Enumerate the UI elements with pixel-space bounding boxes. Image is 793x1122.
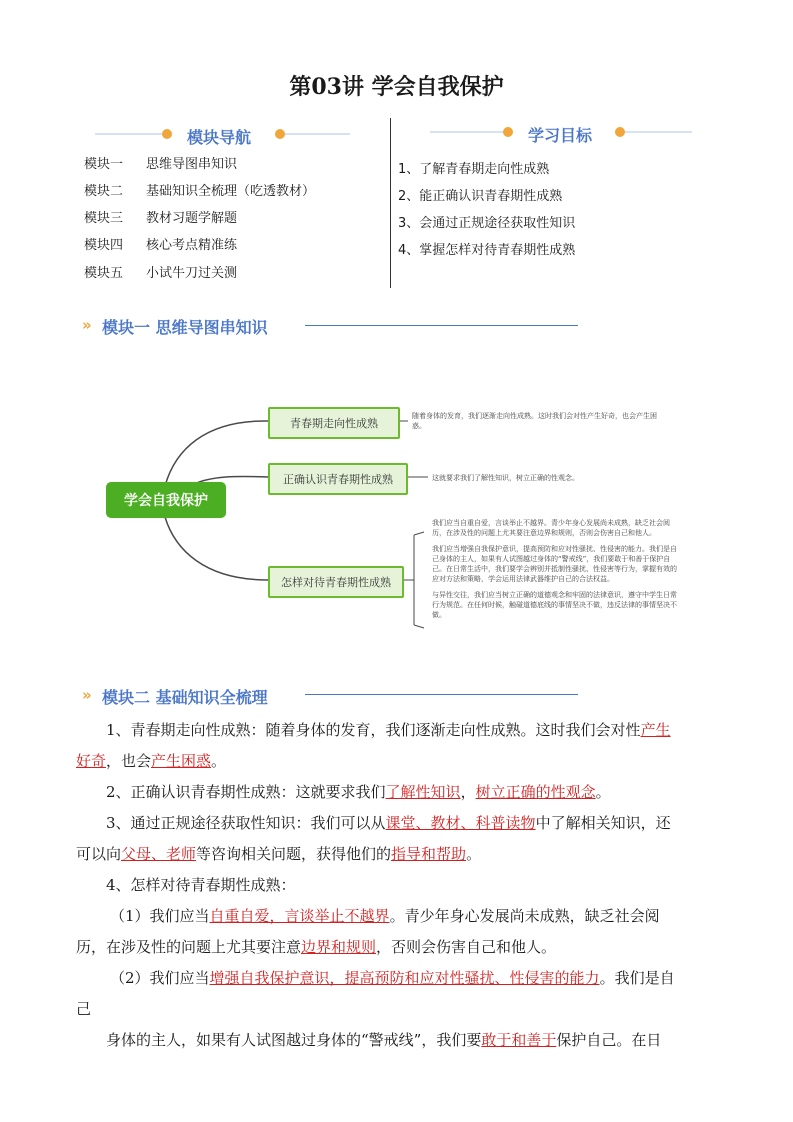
nav-item: 模块四 核心考点精准练: [84, 238, 238, 253]
goal-item: 1、了解青春期走向性成熟: [398, 162, 550, 177]
paragraph-line: 己: [76, 1000, 92, 1018]
paragraph-line: 2、正确认识青春期性成熟：这就要求我们了解性知识，树立正确的性观念。: [106, 783, 611, 801]
nav-item: 模块五 小试牛刀过关测: [84, 266, 238, 281]
page-title: 第03讲 学会自我保护: [289, 74, 504, 100]
mindmap-center: 学会自我保护: [106, 482, 226, 518]
mindmap-branch: 青春期走向性成熟: [268, 407, 400, 439]
nav-item: 模块二 基础知识全梳理（吃透教材）: [84, 184, 316, 199]
goal-item: 4、掌握怎样对待青春期性成熟: [398, 243, 576, 258]
paragraph-line: 3、通过正规途径获取性知识：我们可以从课堂、教材、科普读物中了解相关知识，还: [106, 814, 671, 832]
paragraph-line: 1、青春期走向性成熟：随着身体的发育，我们逐渐走向性成熟。这时我们会对性产生: [106, 721, 671, 739]
paragraph-line: 可以向父母、老师等咨询相关问题，获得他们的指导和帮助。: [76, 845, 482, 863]
mindmap-leaf-text: 随着身体的发育，我们逐渐走向性成熟。这时我们会对性产生好奇，也会产生困 惑。: [412, 412, 657, 430]
mindmap-branch: 怎样对待青春期性成熟: [268, 566, 404, 598]
nav-item: 模块三 教材习题学解题: [84, 211, 238, 226]
goals-header: 学习目标: [528, 126, 593, 145]
mindmap-leaf-text: 我们应当自重自爱，言谈举止不越界。青少年身心发展尚未成熟，缺乏社会阅 历，在涉及性的问题上尤其要注意边界和规则，否则会伤害自己和他人。 我们应当增强自我保护意识，提高预防和应对性骚扰、性侵害的能力。我们是自 己身体的主人，如果有人试图越过身体的“警戒线”，我们要敢于和善于保护自 己。在日常生活中，我们要学会辨别并抵制性骚扰、性侵害等行为，掌握有效的 应对方法和策略，学会运用法律武器维护自己的合法权益。 与异性交往，我们应当树立正确的道德观念和牢固的法律意识，遵守中学生日常 行为规范。在任何时候，触碰道德底线的事情坚决不做，违反法律的事情坚决不 做。: [432, 519, 677, 619]
paragraph-line: 好奇，也会产生困惑。: [76, 752, 227, 770]
paragraph-line: （2）我们应当增强自我保护意识，提高预防和应对性骚扰、性侵害的能力。我们是自: [110, 969, 675, 987]
nav-header: 模块导航: [187, 128, 252, 147]
paragraph-line: 身体的主人，如果有人试图越过身体的“警戒线”，我们要敢于和善于保护自己。在日: [106, 1031, 662, 1049]
nav-item: 模块一 思维导图串知识: [84, 157, 238, 172]
goal-item: 2、能正确认识青春期性成熟: [398, 189, 563, 204]
paragraph-line: 历，在涉及性的问题上尤其要注意边界和规则，否则会伤害自己和他人。: [76, 938, 557, 956]
double-chevron-icon: »: [82, 316, 92, 334]
section2-title: 模块二 基础知识全梳理: [102, 688, 268, 707]
double-chevron-icon: »: [82, 686, 92, 704]
mindmap-branch: 正确认识青春期性成熟: [268, 463, 408, 495]
mindmap-leaf-text: 这就要求我们了解性知识，树立正确的性观念。: [432, 474, 579, 482]
section1-rule: [305, 325, 578, 326]
section1-title: 模块一 思维导图串知识: [102, 318, 268, 337]
section2-rule: [305, 694, 578, 695]
column-divider: [390, 118, 391, 288]
goal-item: 3、会通过正规途径获取性知识: [398, 216, 576, 231]
paragraph-line: 4、怎样对待青春期性成熟：: [106, 876, 296, 894]
paragraph-line: （1）我们应当自重自爱，言谈举止不越界。青少年身心发展尚未成熟，缺乏社会阅: [110, 907, 660, 925]
